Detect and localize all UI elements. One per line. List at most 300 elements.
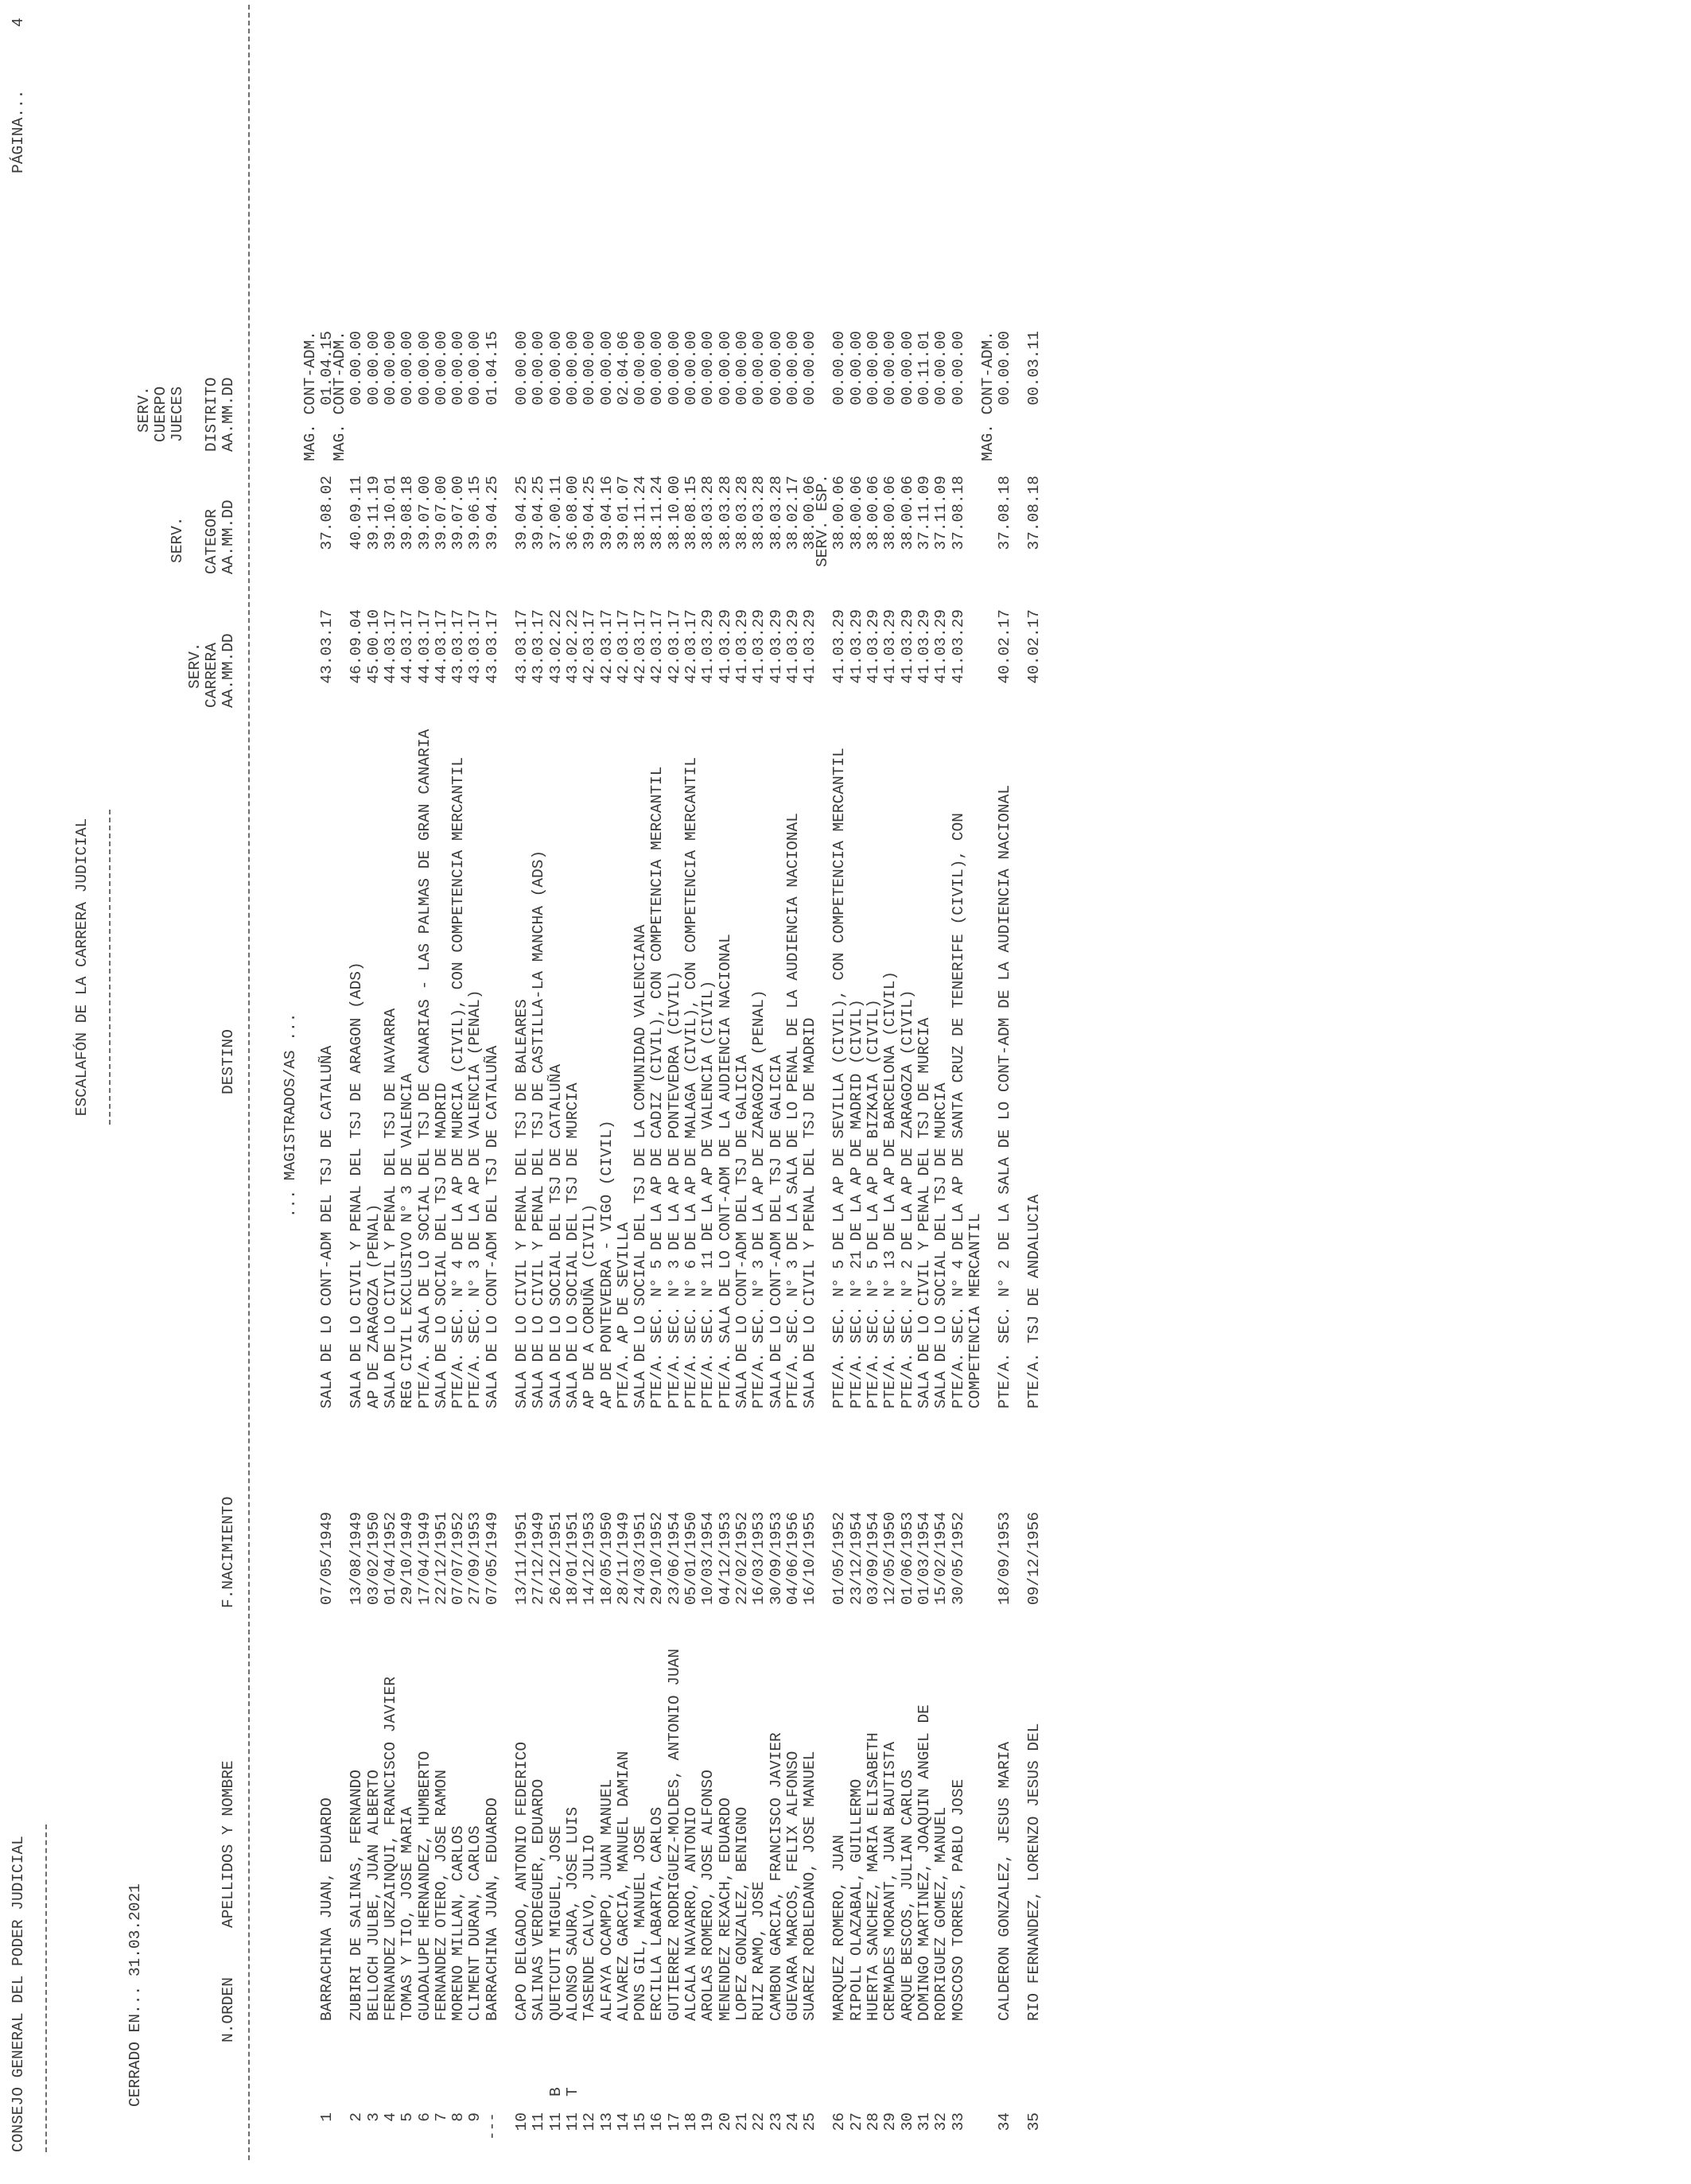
serv-carrera: 42.03.17	[648, 609, 667, 684]
person-name: CAPO DELGADO, ANTONIO FEDERICO	[513, 1741, 531, 2021]
col-serv-3: SERV.	[135, 386, 153, 433]
serv-carrera: 41.03.29	[699, 609, 717, 684]
serv-categoria: 39.10.01	[381, 476, 399, 550]
destination: PTE/A. SEC. N° 11 DE LA AP DE VALENCIA (CIVIL)	[699, 980, 717, 1409]
serv-distrito: 00.03.11	[1025, 331, 1044, 406]
col-name: APELLIDOS Y NOMBRE	[220, 1760, 237, 1928]
table-row	[883, 0, 900, 2184]
order-number: 29	[881, 2112, 900, 2132]
order-flag: B	[546, 2087, 565, 2097]
serv-carrera: 44.03.17	[398, 609, 417, 684]
destination: PTE/A. TSJ DE ANDALUCIA	[1025, 1194, 1044, 1409]
serv-carrera: 44.03.17	[381, 609, 399, 684]
person-name: MOSCOSO TORRES, PABLO JOSE	[949, 1778, 967, 2021]
person-name: RODRIGUEZ GOMEZ, MANUEL	[932, 1806, 950, 2021]
birth-date: 01/06/1953	[898, 1511, 916, 1605]
serv-carrera: 41.03.29	[949, 609, 967, 684]
serv-carrera: 43.03.17	[466, 609, 484, 684]
order-number: 15	[632, 2112, 650, 2132]
col-serv-1: SERV.	[186, 642, 204, 689]
serv-categoria: 38.00.06	[881, 476, 900, 550]
serv-carrera: 41.03.29	[801, 609, 819, 684]
destination: SALA DE LO SOCIAL DEL TSJ DE MURCIA	[932, 1082, 950, 1409]
order-number: 23	[767, 2112, 785, 2132]
serv-distrito: 01.04.15	[318, 331, 336, 406]
col-jueces: JUECES	[169, 386, 186, 442]
serv-carrera: 43.02.22	[563, 609, 581, 684]
person-name: ZUBIRI DE SALINAS, FERNANDO	[348, 1770, 366, 2021]
serv-distrito: 00.00.00	[348, 331, 366, 406]
person-name: ALFAYA OCAMPO, JUAN MANUEL	[597, 1778, 616, 2021]
table-row	[582, 0, 600, 2184]
col-distrito-fmt: AA.MM.DD	[220, 377, 237, 452]
table-row	[752, 0, 769, 2184]
serv-categoria: 39.06.15	[466, 476, 484, 550]
serv-carrera: 42.03.17	[614, 609, 632, 684]
birth-date: 29/10/1949	[398, 1511, 417, 1605]
person-name: RIO FERNANDEZ, LORENZO JESUS DEL	[1025, 1723, 1044, 2021]
serv-distrito: 00.00.00	[932, 331, 950, 406]
col-serv-2: SERV.	[169, 516, 186, 563]
serv-carrera: 40.02.17	[1025, 609, 1044, 684]
serv-distrito: 00.00.00	[783, 331, 802, 406]
person-name: GUEVARA MARCOS, FELIX ALFONSO	[783, 1751, 802, 2021]
serv-carrera: 42.03.17	[597, 609, 616, 684]
serv-distrito: 00.00.00	[530, 331, 548, 406]
order-number: 6	[415, 2112, 433, 2122]
person-name: TOMAS Y TIO, JOSE MARIA	[398, 1806, 417, 2021]
order-number: 16	[648, 2112, 667, 2132]
order-number: 27	[847, 2112, 865, 2132]
order-number: 11	[563, 2112, 581, 2132]
person-name: ARQUE BESCOS, JULIAN CARLOS	[898, 1770, 916, 2021]
order-number: 10	[513, 2112, 531, 2132]
serv-carrera: 41.03.29	[898, 609, 916, 684]
birth-date: 15/02/1954	[932, 1511, 950, 1605]
col-order: N.ORDEN	[220, 1977, 237, 2042]
serv-categoria: 38.11.24	[648, 476, 667, 550]
person-name: CREMADES MORANT, JUAN BAUTISTA	[881, 1741, 900, 2021]
serv-categoria: 39.08.18	[398, 476, 417, 550]
birth-date: 27/09/1953	[466, 1511, 484, 1605]
destination: AP DE ZARAGOZA (PENAL)	[364, 1203, 383, 1409]
serv-carrera: 42.03.17	[665, 609, 683, 684]
person-name: LOPEZ GONZALEZ, BENIGNO	[733, 1806, 751, 2021]
serv-distrito: 00.00.00	[699, 331, 717, 406]
destination: SALA DE LO SOCIAL DEL TSJ DE LA COMUNIDAD VALENCIANA	[632, 924, 650, 1409]
birth-date: 16/10/1955	[801, 1511, 819, 1605]
destination: PTE/A. SALA DE LO SOCIAL DEL TSJ DE CANARIAS - LAS PALMAS DE GRAN CANARIA	[415, 729, 433, 1409]
order-number: 20	[716, 2112, 734, 2132]
birth-date: 07/07/1952	[449, 1511, 468, 1605]
table-row-continuation	[968, 0, 985, 2184]
person-name: FERNANDEZ OTERO, JOSE RAMON	[432, 1770, 450, 2021]
person-name: CAMBON GARCIA, FRANCISCO JAVIER	[767, 1732, 785, 2021]
table-row	[485, 0, 503, 2184]
serv-carrera: 41.03.29	[733, 609, 751, 684]
serv-carrera: 41.03.29	[915, 609, 933, 684]
order-number: 9	[466, 2112, 484, 2122]
destination: SALA DE LO CONT-ADM DEL TSJ DE GALICIA	[733, 1055, 751, 1409]
serv-distrito: 00.00.00	[830, 331, 849, 406]
col-distrito: DISTRITO	[203, 377, 220, 452]
serv-categoria: 38.00.06	[830, 476, 849, 550]
serv-carrera: 42.03.17	[632, 609, 650, 684]
header-rule	[248, 5, 250, 2160]
document-title: ESCALAFÓN DE LA CARRERA JUDICIAL	[73, 818, 91, 1117]
page-label: PÁGINA...	[10, 89, 27, 173]
table-row	[934, 0, 951, 2184]
serv-distrito: 00.00.00	[682, 331, 700, 406]
destination: PTE/A. SEC. N° 4 DE LA AP DE SANTA CRUZ DE TENERIFE (CIVIL), CON	[949, 813, 967, 1409]
destination: PTE/A. SEC. N° 5 DE LA AP DE SEVILLA (CIVIL), CON COMPETENCIA MERCANTIL	[830, 748, 849, 1409]
serv-carrera: 41.03.29	[847, 609, 865, 684]
birth-date: 28/11/1949	[614, 1511, 632, 1605]
closed-date: CERRADO EN... 31.03.2021	[126, 1883, 144, 2107]
serv-distrito: 00.00.00	[949, 331, 967, 406]
birth-date: 04/12/1953	[716, 1511, 734, 1605]
person-name: AROLAS ROMERO, JOSE ALFONSO	[699, 1770, 717, 2021]
table-row	[951, 0, 969, 2184]
serv-distrito: 00.00.00	[449, 331, 468, 406]
serv-categoria: 38.08.15	[682, 476, 700, 550]
serv-distrito: 00.00.00	[597, 331, 616, 406]
person-name: SUAREZ ROBLEDANO, JOSE MANUEL	[801, 1751, 819, 2021]
order-number: 14	[614, 2112, 632, 2132]
serv-carrera: 41.03.29	[881, 609, 900, 684]
order-number: 32	[932, 2112, 950, 2132]
person-name: ALONSO SAURA, JOSE LUIS	[563, 1806, 581, 2021]
serv-categoria: 39.07.00	[449, 476, 468, 550]
serv-distrito: 00.00.00	[801, 331, 819, 406]
serv-distrito: 00.00.00	[381, 331, 399, 406]
table-row	[1027, 0, 1044, 2184]
destination: PTE/A. SEC. N° 3 DE LA AP DE ZARAGOZA (PENAL)	[750, 989, 768, 1409]
serv-distrito: 00.00.00	[865, 331, 882, 406]
birth-date: 07/05/1949	[318, 1511, 336, 1605]
serv-carrera: 43.03.17	[318, 609, 336, 684]
order-number: 19	[699, 2112, 717, 2132]
page-number: 4	[10, 17, 27, 27]
order-number: 1	[318, 2112, 336, 2122]
serv-carrera: 44.03.17	[432, 609, 450, 684]
serv-distrito: 00.00.00	[996, 331, 1014, 406]
serv-categoria: 39.11.19	[364, 476, 383, 550]
serv-categoria: 37.08.18	[949, 476, 967, 550]
destination: SALA DE LO CIVIL Y PENAL DEL TSJ DE NAVARRA	[381, 1008, 399, 1409]
serv-categoria: 39.07.00	[415, 476, 433, 550]
person-name: HUERTA SANCHEZ, MARIA ELISABETH	[865, 1732, 882, 2021]
serv-distrito: 00.00.00	[665, 331, 683, 406]
serv-distrito: 02.04.06	[614, 331, 632, 406]
group-tag: MAG. CONT-ADM.	[331, 331, 348, 461]
person-name: ALCALA NAVARRO, ANTONIO	[682, 1806, 700, 2021]
order-number: 5	[398, 2112, 417, 2122]
birth-date: 05/01/1950	[682, 1511, 700, 1605]
birth-date: 10/03/1954	[699, 1511, 717, 1605]
order-number: 31	[915, 2112, 933, 2132]
serv-categoria: 37.08.02	[318, 476, 336, 550]
serv-distrito: 00.00.00	[881, 331, 900, 406]
col-categor: CATEGOR	[203, 509, 220, 574]
birth-date: 03/09/1954	[865, 1511, 882, 1605]
serv-categoria: 37.08.18	[1025, 476, 1044, 550]
destination: PTE/A. SEC. N° 3 DE LA SALA DE LO PENAL DE LA AUDIENCIA NACIONAL	[783, 813, 802, 1409]
serv-categoria: 38.11.24	[632, 476, 650, 550]
person-name: CLIMENT DURAN, CARLOS	[466, 1825, 484, 2021]
serv-categoria: 38.03.28	[699, 476, 717, 550]
birth-date: 13/11/1951	[513, 1511, 531, 1605]
serv-categoria: 39.04.25	[483, 476, 501, 550]
person-name: TASENDE CALVO, JULIO	[581, 1834, 599, 2021]
serv-distrito: 00.00.00	[648, 331, 667, 406]
serv-carrera: 41.03.29	[783, 609, 802, 684]
destination: PTE/A. SEC. N° 2 DE LA AP DE ZARAGOZA (CIVIL)	[898, 989, 916, 1409]
serv-distrito: 01.04.15	[483, 331, 501, 406]
serv-categoria: 38.03.28	[716, 476, 734, 550]
birth-date: 24/03/1951	[632, 1511, 650, 1605]
serv-distrito: 00.00.00	[632, 331, 650, 406]
serv-carrera: 41.03.29	[865, 609, 882, 684]
serv-carrera: 43.03.17	[483, 609, 501, 684]
person-name: DOMINGO MARTINEZ, JOAQUIN ANGEL DE	[915, 1704, 933, 2021]
destination: AP DE A CORUÑA (CIVIL)	[581, 1203, 599, 1409]
birth-date: 30/09/1953	[767, 1511, 785, 1605]
birth-date: 03/02/1950	[364, 1511, 383, 1605]
col-categor-fmt: AA.MM.DD	[220, 499, 237, 574]
person-name: RIPOLL OLAZABAL, GUILLERMO	[847, 1778, 865, 2021]
destination: PTE/A. SALA DE LO CONT-ADM DE LA AUDIENCIA NACIONAL	[716, 934, 734, 1409]
person-name: MORENO MILLAN, CARLOS	[449, 1825, 468, 2021]
serv-categoria: 38.03.28	[750, 476, 768, 550]
birth-date: 29/10/1952	[648, 1511, 667, 1605]
order-number: 35	[1025, 2112, 1044, 2132]
serv-carrera: 43.03.17	[513, 609, 531, 684]
serv-categoria: 36.08.00	[563, 476, 581, 550]
serv-categoria: 37.00.11	[546, 476, 565, 550]
serv-carrera: 42.03.17	[581, 609, 599, 684]
destination-continued: COMPETENCIA MERCANTIL	[966, 1213, 984, 1409]
serv-carrera: 45.00.10	[364, 609, 383, 684]
col-carrera: CARRERA	[203, 643, 220, 708]
destination: SALA DE LO CIVIL Y PENAL DEL TSJ DE MURCIA	[915, 1017, 933, 1409]
order-number: 26	[830, 2112, 849, 2132]
destination: PTE/A. SEC. N° 21 DE LA AP DE MADRID (CIVIL)	[847, 999, 865, 1409]
order-number: 25	[801, 2112, 819, 2132]
serv-categoria: 40.09.11	[348, 476, 366, 550]
person-name: RUIZ RAMO, JOSE	[750, 1881, 768, 2021]
col-birth: F.NACIMIENTO	[220, 1496, 237, 1608]
serv-categoria: 38.00.06	[801, 476, 819, 550]
order-number: 22	[750, 2112, 768, 2132]
order-number: 30	[898, 2112, 916, 2132]
table-row	[320, 0, 337, 2184]
serv-carrera: 43.03.17	[530, 609, 548, 684]
destination: SALA DE LO CONT-ADM DEL TSJ DE CATALUÑA	[483, 1045, 501, 1409]
destination: SALA DE LO CONT-ADM DEL TSJ DE CATALUÑA	[318, 1045, 336, 1409]
order-number: 4	[381, 2112, 399, 2122]
group-tag: MAG. CONT-ADM.	[301, 331, 319, 461]
person-name: QUETCUTI MIGUEL, JOSE	[546, 1825, 565, 2021]
destination: SALA DE LO CIVIL Y PENAL DEL TSJ DE MADRID	[801, 1017, 819, 1409]
destination: PTE/A. SEC. N° 5 DE LA AP DE CADIZ (CIVIL), CON COMPETENCIA MERCANTIL	[648, 766, 667, 1409]
person-name: BELLOCH JULBE, JUAN ALBERTO	[364, 1770, 383, 2021]
order-number: 33	[949, 2112, 967, 2132]
group-tag: SERV. ESP.	[814, 474, 832, 568]
order-number: 13	[597, 2112, 616, 2132]
person-name: CALDERON GONZALEZ, JESUS MARIA	[996, 1741, 1014, 2021]
table-row	[997, 0, 1015, 2184]
table-row	[349, 0, 367, 2184]
birth-date: 26/12/1951	[546, 1511, 565, 1605]
order-number: 12	[581, 2112, 599, 2132]
order-number: 2	[348, 2112, 366, 2122]
serv-distrito: 00.00.00	[581, 331, 599, 406]
order-number: 24	[783, 2112, 802, 2132]
person-name: ALVAREZ GARCIA, MANUEL DAMIAN	[614, 1751, 632, 2021]
serv-categoria: 38.10.00	[665, 476, 683, 550]
destination: SALA DE LO SOCIAL DEL TSJ DE MADRID	[432, 1082, 450, 1409]
destination: SALA DE LO SOCIAL DEL TSJ DE CATALUÑA	[546, 1064, 565, 1409]
destination: PTE/A. SEC. N° 3 DE LA AP DE VALENCIA (PENAL)	[466, 989, 484, 1409]
serv-distrito: 00.11.01	[915, 331, 933, 406]
col-destination: DESTINO	[220, 1029, 237, 1094]
order-number: 28	[865, 2112, 882, 2132]
birth-date: 13/08/1949	[348, 1511, 366, 1605]
serv-distrito: 00.00.00	[398, 331, 417, 406]
serv-carrera: 46.09.04	[348, 609, 366, 684]
serv-distrito: 00.00.00	[513, 331, 531, 406]
serv-categoria: 39.04.16	[597, 476, 616, 550]
order-number: 11	[530, 2112, 548, 2132]
birth-date: 22/12/1951	[432, 1511, 450, 1605]
person-name: MARQUEZ ROMERO, JUAN	[830, 1834, 849, 2021]
birth-date: 22/02/1952	[733, 1511, 751, 1605]
serv-distrito: 00.00.00	[415, 331, 433, 406]
order-number: 34	[996, 2112, 1014, 2132]
birth-date: 07/05/1949	[483, 1511, 501, 1605]
birth-date: 01/05/1952	[830, 1511, 849, 1605]
person-name: BARRACHINA JUAN, EDUARDO	[483, 1797, 501, 2021]
serv-carrera: 43.03.17	[449, 609, 468, 684]
serv-carrera: 41.03.29	[767, 609, 785, 684]
destination: PTE/A. SEC. N° 2 DE LA SALA DE LO CONT-ADM DE LA AUDIENCIA NACIONAL	[996, 784, 1014, 1409]
order-number: 7	[432, 2112, 450, 2122]
destination: AP DE PONTEVEDRA - VIGO (CIVIL)	[597, 1120, 616, 1409]
person-name: ERCILLA LABARTA, CARLOS	[648, 1806, 667, 2021]
table-row	[400, 0, 418, 2184]
serv-categoria: 39.04.25	[581, 476, 599, 550]
person-name: MENENDEZ REXACH, EDUARDO	[716, 1797, 734, 2021]
serv-categoria: 38.02.17	[783, 476, 802, 550]
serv-categoria: 37.08.18	[996, 476, 1014, 550]
col-carrera-fmt: AA.MM.DD	[220, 633, 237, 708]
birth-date: 01/04/1952	[381, 1511, 399, 1605]
destination: SALA DE LO SOCIAL DEL TSJ DE MURCIA	[563, 1082, 581, 1409]
person-name: FERNANDEZ URZAINQUI, FRANCISCO JAVIER	[381, 1677, 399, 2021]
serv-carrera: 43.02.22	[546, 609, 565, 684]
destination: PTE/A. SEC. N° 3 DE LA AP DE PONTEVEDRA (CIVIL)	[665, 971, 683, 1409]
person-name: GUTIERREZ RODRIGUEZ-MOLDES, ANTONIO JUAN	[665, 1648, 683, 2021]
table-row	[803, 0, 820, 2184]
order-number: 18	[682, 2112, 700, 2132]
serv-categoria: 38.03.28	[767, 476, 785, 550]
destination: REG CIVIL EXCLUSIVO N° 3 DE VALENCIA	[398, 1073, 417, 1409]
serv-carrera: 40.02.17	[996, 609, 1014, 684]
serv-distrito: 00.00.00	[546, 331, 565, 406]
serv-distrito: 00.00.00	[750, 331, 768, 406]
serv-distrito: 00.00.00	[716, 331, 734, 406]
serv-distrito: 00.00.00	[432, 331, 450, 406]
serv-distrito: 00.00.00	[767, 331, 785, 406]
birth-date: 27/12/1949	[530, 1511, 548, 1605]
destination: PTE/A. SEC. N° 6 DE LA AP DE MALAGA (CIVIL), CON COMPETENCIA MERCANTIL	[682, 756, 700, 1409]
serv-categoria: 39.04.25	[530, 476, 548, 550]
serv-carrera: 42.03.17	[682, 609, 700, 684]
person-name: PONS GIL, MANUEL JOSE	[632, 1825, 650, 2021]
birth-date: 17/04/1949	[415, 1511, 433, 1605]
destination: PTE/A. SEC. N° 5 DE LA AP DE BIZKAIA (CIVIL)	[865, 999, 882, 1409]
serv-categoria: 39.01.07	[614, 476, 632, 550]
serv-categoria: 38.00.06	[865, 476, 882, 550]
serv-categoria: 38.00.06	[898, 476, 916, 550]
destination: SALA DE LO CIVIL Y PENAL DEL TSJ DE ARAGON (ADS)	[348, 962, 366, 1409]
serv-carrera: 41.03.29	[716, 609, 734, 684]
title-underline	[109, 810, 111, 1125]
destination: SALA DE LO CIVIL Y PENAL DEL TSJ DE BALEARES	[513, 999, 531, 1409]
table-row	[701, 0, 718, 2184]
birth-date: 18/09/1953	[996, 1511, 1014, 1605]
serv-distrito: 00.00.00	[563, 331, 581, 406]
serv-distrito: 00.00.00	[466, 331, 484, 406]
order-flag: T	[563, 2087, 581, 2097]
birth-date: 18/01/1951	[563, 1511, 581, 1605]
serv-categoria: 37.11.09	[932, 476, 950, 550]
serv-categoria: 39.04.25	[513, 476, 531, 550]
birth-date: 23/06/1954	[665, 1511, 683, 1605]
birth-date: 01/03/1954	[915, 1511, 933, 1605]
serv-carrera: 41.03.29	[830, 609, 849, 684]
person-name: SALINAS VERDEGUER, EDUARDO	[530, 1778, 548, 2021]
serv-carrera: 44.03.17	[415, 609, 433, 684]
order-number: 3	[364, 2112, 383, 2122]
destination: PTE/A. AP DE SEVILLA	[614, 1222, 632, 1409]
col-cuerpo: CUERPO	[152, 386, 169, 442]
order-number: 8	[449, 2112, 468, 2122]
order-number: 21	[733, 2112, 751, 2132]
serv-distrito: 00.00.00	[733, 331, 751, 406]
section-title: ... MAGISTRADOS/AS ...	[282, 1012, 299, 1218]
serv-distrito: 00.00.00	[364, 331, 383, 406]
serv-categoria: 39.07.00	[432, 476, 450, 550]
birth-date: 14/12/1953	[581, 1511, 599, 1605]
person-name: GUADALUPE HERNANDEZ, HUMBERTO	[415, 1751, 433, 2021]
org-name: CONSEJO GENERAL DEL PODER JUDICIAL	[10, 1836, 27, 2152]
destination: SALA DE LO CIVIL Y PENAL DEL TSJ DE CASTILLA-LA MANCHA (ADS)	[530, 849, 548, 1409]
birth-date: 18/05/1950	[597, 1511, 616, 1605]
serv-categoria: 37.11.09	[915, 476, 933, 550]
birth-date: 23/12/1954	[847, 1511, 865, 1605]
destination: PTE/A. SEC. N° 4 DE LA AP DE MURCIA (CIVIL), CON COMPETENCIA MERCANTIL	[449, 756, 468, 1409]
serv-distrito: 00.00.00	[847, 331, 865, 406]
birth-date: 12/05/1950	[881, 1511, 900, 1605]
table-row	[531, 0, 549, 2184]
serv-carrera: 41.03.29	[750, 609, 768, 684]
serv-distrito: 00.00.00	[898, 331, 916, 406]
person-name: BARRACHINA JUAN, EDUARDO	[318, 1797, 336, 2021]
serv-categoria: 38.03.28	[733, 476, 751, 550]
birth-date: 09/12/1956	[1025, 1511, 1044, 1605]
